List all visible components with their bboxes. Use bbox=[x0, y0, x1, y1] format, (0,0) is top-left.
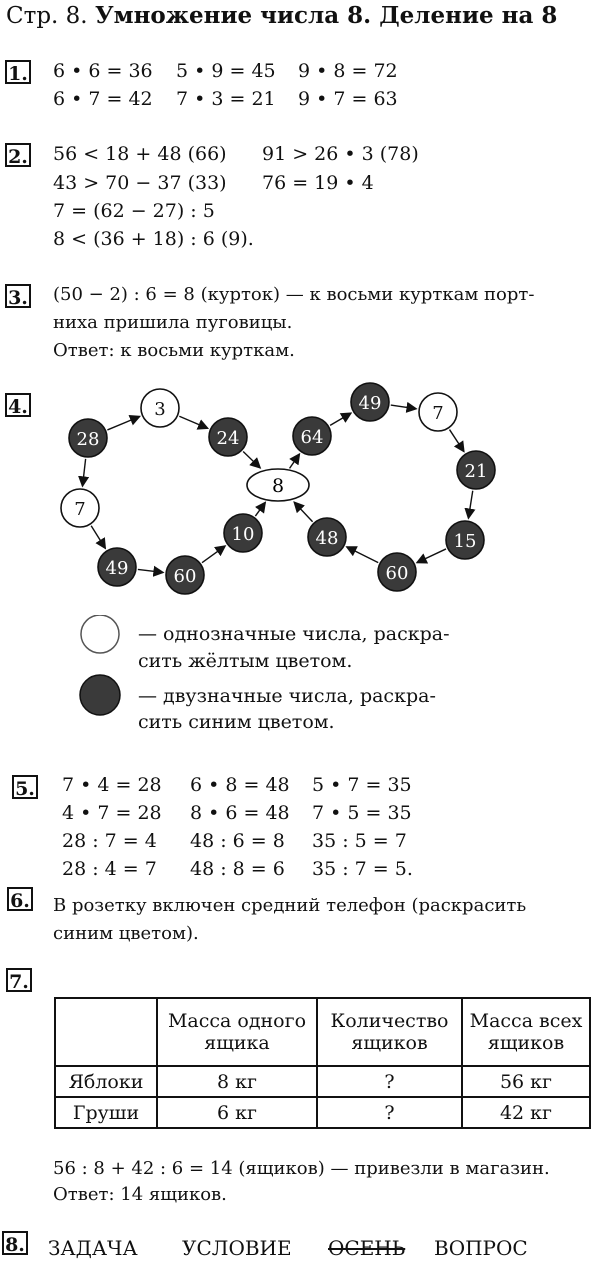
solution-line: ниха пришила пуговицы. bbox=[53, 312, 293, 333]
circle-number: 24 bbox=[216, 428, 240, 449]
row-label: Яблоки bbox=[55, 1066, 157, 1097]
task-number: 4. bbox=[5, 393, 31, 417]
arrow bbox=[91, 526, 105, 549]
light-circle-swatch bbox=[81, 615, 119, 653]
arrow bbox=[107, 416, 139, 429]
circle-number: 60 bbox=[385, 563, 409, 584]
arrow bbox=[347, 547, 379, 563]
equation: 5 • 9 = 45 bbox=[176, 60, 276, 82]
circle-number: 64 bbox=[300, 427, 324, 448]
legend-text: сить синим цветом. bbox=[138, 711, 335, 733]
circle-number: 48 bbox=[315, 528, 339, 549]
center-number: 8 bbox=[271, 475, 285, 497]
equation: 9 • 8 = 72 bbox=[298, 60, 398, 82]
table-header: Масса всех ящиков bbox=[462, 998, 590, 1066]
circle-number: 3 bbox=[154, 399, 166, 420]
task-number: 2. bbox=[5, 143, 31, 167]
equation: 6 • 6 = 36 bbox=[53, 60, 153, 82]
number-chain-diagram bbox=[0, 380, 615, 610]
row-label: Груши bbox=[55, 1097, 157, 1128]
equation: 28 : 7 = 4 bbox=[62, 830, 157, 852]
arrow bbox=[82, 459, 85, 486]
equation: 43 > 70 − 37 (33) bbox=[53, 172, 227, 194]
arrow bbox=[202, 546, 225, 563]
task-number: 8. bbox=[2, 1231, 28, 1255]
arrow bbox=[290, 454, 300, 468]
legend-text: сить жёлтым цветом. bbox=[138, 650, 353, 672]
equation: 7 • 5 = 35 bbox=[312, 802, 412, 824]
table-row bbox=[55, 1097, 590, 1128]
solution-line: (50 − 2) : 6 = 8 (курток) — к восьми курткам порт- bbox=[53, 284, 535, 305]
table-cell: ? bbox=[317, 1066, 462, 1097]
equation: 56 < 18 + 48 (66) bbox=[53, 143, 227, 165]
arrow bbox=[179, 416, 207, 428]
legend-text: — двузначные числа, раскра- bbox=[138, 685, 436, 707]
equation: 35 : 7 = 5. bbox=[312, 858, 413, 880]
table-cell: 42 кг bbox=[462, 1097, 590, 1128]
arrow bbox=[294, 502, 312, 522]
circle-number: 21 bbox=[464, 461, 488, 482]
data-table bbox=[54, 997, 591, 1129]
word: ЗАДАЧА bbox=[48, 1236, 138, 1260]
circle-number: 60 bbox=[173, 566, 197, 587]
legend-swatches bbox=[78, 615, 128, 725]
equation: 4 • 7 = 28 bbox=[62, 802, 162, 824]
table-header: Масса одного ящика bbox=[157, 998, 317, 1066]
table-cell: 8 кг bbox=[157, 1066, 317, 1097]
arrow bbox=[330, 413, 351, 425]
equation: 7 = (62 − 27) : 5 bbox=[53, 200, 215, 222]
table-cell: 6 кг bbox=[157, 1097, 317, 1128]
circle-number: 10 bbox=[231, 524, 255, 545]
circle-number: 49 bbox=[358, 393, 382, 414]
equation: 8 < (36 + 18) : 6 (9). bbox=[53, 228, 254, 250]
table-cell: ? bbox=[317, 1097, 462, 1128]
equation: 7 • 3 = 21 bbox=[176, 88, 276, 110]
task-number: 1. bbox=[5, 60, 31, 84]
table-row bbox=[55, 1066, 590, 1097]
equation: 48 : 8 = 6 bbox=[190, 858, 285, 880]
answer-line: Ответ: к восьми курткам. bbox=[53, 340, 295, 361]
page-number: Стр. 8. bbox=[6, 3, 88, 29]
equation: 91 > 26 • 3 (78) bbox=[262, 143, 419, 165]
legend-text: — однозначные числа, раскра- bbox=[138, 623, 450, 645]
circle-number: 7 bbox=[432, 403, 444, 424]
arrow bbox=[450, 430, 464, 452]
circle-number: 7 bbox=[74, 499, 86, 520]
table-corner-cell bbox=[55, 998, 157, 1066]
circle-number: 15 bbox=[453, 531, 477, 552]
equation: 28 : 4 = 7 bbox=[62, 858, 157, 880]
equation: 5 • 7 = 35 bbox=[312, 774, 412, 796]
equation: 6 • 7 = 42 bbox=[53, 88, 153, 110]
solution-line: 56 : 8 + 42 : 6 = 14 (ящиков) — привезли в магазин. bbox=[53, 1158, 550, 1179]
equation: 9 • 7 = 63 bbox=[298, 88, 398, 110]
dark-circle-swatch bbox=[80, 675, 120, 715]
equation: 48 : 6 = 8 bbox=[190, 830, 285, 852]
circle-number: 28 bbox=[76, 429, 100, 450]
table-cell: 56 кг bbox=[462, 1066, 590, 1097]
equation: 76 = 19 • 4 bbox=[262, 172, 374, 194]
arrow bbox=[243, 452, 260, 468]
arrow bbox=[391, 405, 416, 409]
arrow bbox=[255, 502, 265, 516]
task-number: 5. bbox=[12, 775, 38, 799]
task-number: 3. bbox=[5, 284, 31, 308]
solution-line: В розетку включен средний телефон (раскрасить bbox=[53, 895, 527, 916]
arrow bbox=[417, 549, 446, 563]
topic-title: Умножение числа 8. Деление на 8 bbox=[94, 2, 558, 29]
equation: 6 • 8 = 48 bbox=[190, 774, 290, 796]
arrow bbox=[138, 569, 163, 572]
page-title bbox=[6, 2, 557, 29]
table-header-row bbox=[55, 998, 590, 1066]
crossed-out-word: ОСЕНЬ bbox=[328, 1236, 406, 1260]
table-header: Количество ящиков bbox=[317, 998, 462, 1066]
word: УСЛОВИЕ bbox=[182, 1236, 292, 1260]
task-number: 7. bbox=[6, 968, 32, 992]
task-number: 6. bbox=[7, 887, 33, 911]
equation: 8 • 6 = 48 bbox=[190, 802, 290, 824]
circle-number: 49 bbox=[105, 558, 129, 579]
equation: 7 • 4 = 28 bbox=[62, 774, 162, 796]
solution-line: синим цветом). bbox=[53, 923, 199, 944]
answer-line: Ответ: 14 ящиков. bbox=[53, 1184, 227, 1205]
equation: 35 : 5 = 7 bbox=[312, 830, 407, 852]
arrow bbox=[468, 491, 472, 519]
word: ВОПРОС bbox=[434, 1236, 528, 1260]
